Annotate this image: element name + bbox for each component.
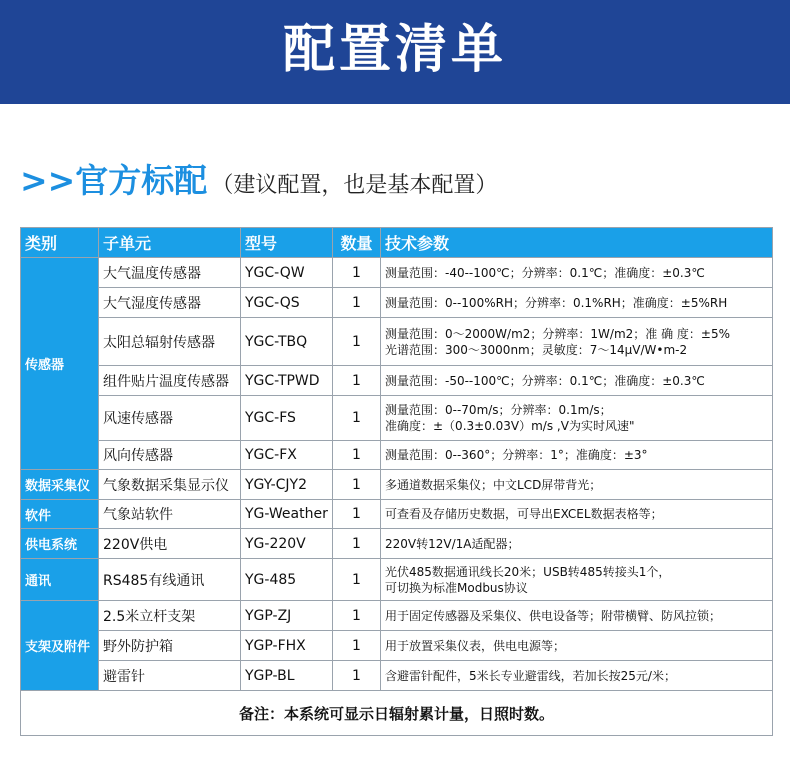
spec-line: 测量范围：0--70m/s；分辨率：0.1m/s； [385, 403, 612, 417]
qty-cell: 1 [333, 470, 381, 500]
qty-cell: 1 [333, 661, 381, 691]
page-title: 配置清单 [282, 20, 507, 80]
header-category: 类别 [21, 228, 99, 258]
subunit-cell: 大气温度传感器 [99, 258, 241, 288]
model-cell: YGY-CJY2 [241, 470, 333, 500]
subunit-cell: 太阳总辐射传感器 [99, 318, 241, 366]
model-cell: YG-485 [241, 559, 333, 601]
category-logger: 数据采集仪 [21, 470, 99, 500]
qty-cell: 1 [333, 441, 381, 470]
note-row [21, 691, 773, 736]
table-row [21, 601, 773, 631]
table-row [21, 441, 773, 470]
spec-line: 测量范围：0--100%RH；分辨率：0.1%RH；准确度：±5%RH [385, 295, 728, 310]
subunit-cell: 大气湿度传感器 [99, 288, 241, 318]
table-row [21, 258, 773, 288]
model-cell: YG-Weather [241, 500, 333, 529]
spec-line: 测量范围：-50--100℃；分辨率：0.1℃；准确度：±0.3℃ [385, 373, 705, 388]
spec-cell [381, 366, 773, 396]
table-row [21, 559, 773, 601]
subunit-cell: 气象站软件 [99, 500, 241, 529]
table-row [21, 470, 773, 500]
spec-line: 测量范围：0--360°；分辨率：1°；准确度：±3° [385, 448, 648, 462]
qty-cell: 1 [333, 288, 381, 318]
spec-cell [381, 529, 773, 559]
spec-line: 测量范围：0～2000W/m2；分辨率：1W/m2；准 确 度：±5% [385, 326, 730, 341]
table-row [21, 366, 773, 396]
title-banner [0, 0, 790, 104]
subunit-cell: 220V供电 [99, 529, 241, 559]
qty-cell: 1 [333, 601, 381, 631]
model-cell: YGC-FS [241, 396, 333, 441]
config-table [20, 227, 773, 736]
spec-cell [381, 288, 773, 318]
table-row [21, 396, 773, 441]
model-cell: YGC-FX [241, 441, 333, 470]
subunit-cell: 气象数据采集显示仪 [99, 470, 241, 500]
spec-line: 可切换为标准Modbus协议 [385, 580, 528, 595]
spec-cell [381, 470, 773, 500]
qty-cell: 1 [333, 258, 381, 288]
spec-line: 220V转12V/1A适配器； [385, 536, 520, 551]
category-power: 供电系统 [21, 529, 99, 559]
spec-line: 光伏485数据通讯线长20米；USB转485转接头1个， [385, 564, 671, 579]
table-row [21, 631, 773, 661]
qty-cell: 1 [333, 318, 381, 366]
subunit-cell: 风向传感器 [99, 441, 241, 470]
header-qty: 数量 [333, 228, 381, 258]
table-header-row [21, 228, 773, 258]
table-row [21, 500, 773, 529]
model-cell: YGP-BL [241, 661, 333, 691]
subunit-cell: 2.5米立杆支架 [99, 601, 241, 631]
subunit-cell: 风速传感器 [99, 396, 241, 441]
subunit-cell: RS485有线通讯 [99, 559, 241, 601]
table-row [21, 288, 773, 318]
spec-line: 测量范围：-40--100℃；分辨率：0.1℃；准确度：±0.3℃ [385, 265, 705, 280]
qty-cell: 1 [333, 500, 381, 529]
qty-cell: 1 [333, 366, 381, 396]
spec-cell [381, 441, 773, 470]
spec-cell [381, 559, 773, 601]
model-cell: YGP-FHX [241, 631, 333, 661]
qty-cell: 1 [333, 559, 381, 601]
table-row [21, 318, 773, 366]
spec-cell [381, 318, 773, 366]
spec-line: 准确度：±（0.3±0.03V）m/s ,V为实时风速" [385, 419, 635, 433]
qty-cell: 1 [333, 631, 381, 661]
category-mount: 支架及附件 [21, 601, 99, 691]
model-cell: YG-220V [241, 529, 333, 559]
section-title: >>官方标配 [20, 161, 208, 200]
spec-cell [381, 601, 773, 631]
spec-cell [381, 500, 773, 529]
model-cell: YGC-TPWD [241, 366, 333, 396]
model-cell: YGC-QW [241, 258, 333, 288]
spec-cell [381, 258, 773, 288]
spec-line: 光谱范围：300～3000nm；灵敏度：7～14μV/W•m-2 [385, 342, 688, 357]
subunit-cell: 野外防护箱 [99, 631, 241, 661]
subunit-cell: 组件贴片温度传感器 [99, 366, 241, 396]
qty-cell: 1 [333, 529, 381, 559]
model-cell: YGP-ZJ [241, 601, 333, 631]
table-note: 备注：本系统可显示日辐射累计量，日照时数。 [21, 691, 773, 736]
header-spec: 技术参数 [381, 228, 773, 258]
spec-line: 可查看及存储历史数据，可导出EXCEL数据表格等； [385, 507, 663, 521]
section-note: （建议配置，也是基本配置） [211, 173, 498, 198]
model-cell: YGC-TBQ [241, 318, 333, 366]
category-sensor: 传感器 [21, 258, 99, 470]
table-row [21, 529, 773, 559]
header-subunit: 子单元 [99, 228, 241, 258]
header-model: 型号 [241, 228, 333, 258]
category-comm: 通讯 [21, 559, 99, 601]
spec-line: 用于固定传感器及采集仪、供电设备等；附带横臂、防风拉锁； [385, 608, 722, 623]
spec-line: 多通道数据采集仪；中文LCD屏带背光； [385, 477, 602, 492]
table-row [21, 661, 773, 691]
category-software: 软件 [21, 500, 99, 529]
spec-cell [381, 396, 773, 441]
spec-cell [381, 661, 773, 691]
section-heading [20, 155, 497, 207]
spec-cell [381, 631, 773, 661]
spec-line: 用于放置采集仪表，供电电源等； [385, 638, 566, 653]
model-cell: YGC-QS [241, 288, 333, 318]
spec-line: 含避雷针配件，5米长专业避雷线，若加长按25元/米； [385, 668, 676, 683]
subunit-cell: 避雷针 [99, 661, 241, 691]
qty-cell: 1 [333, 396, 381, 441]
